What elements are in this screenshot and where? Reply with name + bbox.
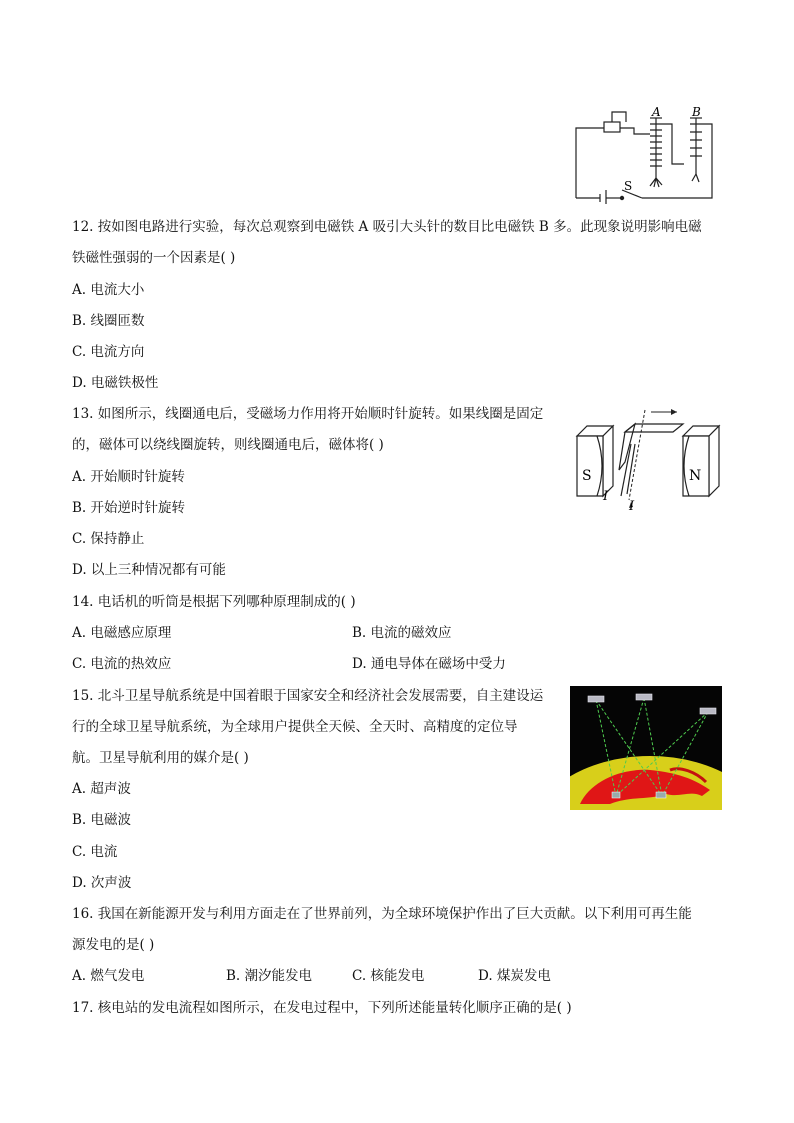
- q13-option-d: D. 以上三种情况都有可能: [72, 562, 226, 578]
- q13-stem-line-1: 13. 如图所示，线圈通电后，受磁场力作用将开始顺时针旋转。如果线圈是固定: [72, 406, 544, 422]
- q16-stem-line-1: 16. 我国在新能源开发与利用方面走在了世界前列，为全球环境保护作出了巨大贡献。以下利用可再生能: [72, 906, 692, 922]
- q14-option-c: C. 电流的热效应: [72, 656, 172, 672]
- q12-option-a: A. 电流大小: [72, 282, 145, 298]
- q16-stem-line-2: 源发电的是( ): [72, 937, 155, 953]
- q16-option-a: A. 燃气发电: [72, 968, 145, 984]
- q14-stem: 14. 电话机的听筒是根据下列哪种原理制成的( ): [72, 594, 356, 610]
- label-current-1: I: [603, 489, 609, 504]
- q15-stem-line-2: 行的全球卫星导航系统，为全球用户提供全天候、全天时、高精度的定位导: [72, 719, 518, 735]
- q14-option-d: D. 通电导体在磁场中受力: [352, 656, 506, 672]
- q16-option-b: B. 潮汐能发电: [226, 968, 313, 984]
- q12-option-b: B. 线圈匝数: [72, 313, 145, 329]
- q12-stem-line-1: 12. 按如图电路进行实验，每次总观察到电磁铁 A 吸引大头针的数目比电磁铁 B 多。此现象说明影响电磁: [72, 219, 702, 235]
- q12-option-c: C. 电流方向: [72, 344, 145, 360]
- q13-option-a: A. 开始顺时针旋转: [72, 469, 185, 485]
- label-a: A: [652, 105, 661, 119]
- q12-stem-line-2: 铁磁性强弱的一个因素是( ): [72, 250, 236, 266]
- q17-stem: 17. 核电站的发电流程如图所示，在发电过程中，下列所述能量转化顺序正确的是( ): [72, 1000, 572, 1016]
- q15-option-a: A. 超声波: [72, 781, 131, 797]
- q15-option-b: B. 电磁波: [72, 812, 132, 828]
- q14-option-a: A. 电磁感应原理: [72, 625, 172, 641]
- label-s-pole: S: [582, 468, 592, 484]
- q15-option-d: D. 次声波: [72, 875, 132, 891]
- label-current-2: I: [629, 499, 635, 514]
- label-n-pole: N: [689, 468, 702, 484]
- q14-option-b: B. 电流的磁效应: [352, 625, 452, 641]
- q15-stem-line-1: 15. 北斗卫星导航系统是中国着眼于国家安全和经济社会发展需要，自主建设运: [72, 688, 544, 704]
- circuit-electromagnet-figure: [572, 104, 722, 204]
- q13-option-b: B. 开始逆时针旋转: [72, 500, 186, 516]
- label-b: B: [692, 105, 701, 119]
- q16-option-c: C. 核能发电: [352, 968, 425, 984]
- coil-magnet-figure: [573, 404, 723, 514]
- q15-option-c: C. 电流: [72, 844, 118, 860]
- label-s: S: [624, 179, 633, 193]
- q13-stem-line-2: 的，磁体可以绕线圈旋转，则线圈通电后，磁体将( ): [72, 437, 384, 453]
- q12-option-d: D. 电磁铁极性: [72, 375, 159, 391]
- satellite-navigation-image: [570, 686, 722, 810]
- q15-stem-line-3: 航。卫星导航利用的媒介是( ): [72, 750, 249, 766]
- q16-option-d: D. 煤炭发电: [478, 968, 551, 984]
- q13-option-c: C. 保持静止: [72, 531, 145, 547]
